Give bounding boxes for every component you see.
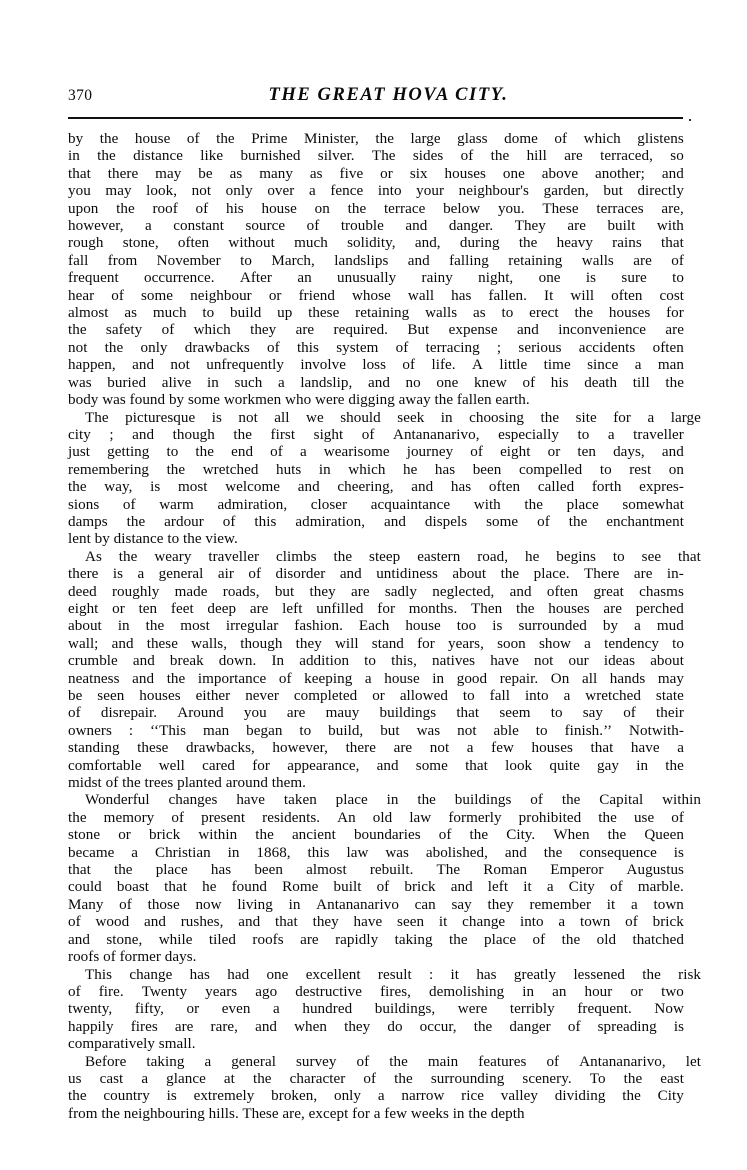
text-line: the way, is most welcome and cheering, and has often called forth expres-: [68, 479, 684, 496]
text-line: Before taking a general survey of the main features of Antananarivo, let: [85, 1053, 701, 1070]
text-line: upon the roof of his house on the terrace below you. These terraces are,: [68, 200, 684, 217]
text-line: owners : ‘‘This man began to build, but was not able to finish.’’ Notwith-: [68, 722, 684, 739]
text-line: deed roughly made roads, but they are sadly neglected, and often great chasms: [68, 583, 684, 600]
text-line: twenty, fifty, or even a hundred buildings, were terribly frequent. Now: [68, 1001, 684, 1018]
text-line: Many of those now living in Antananarivo can say they remember it a town: [68, 896, 684, 913]
text-line: of disrepair. Around you are mauy buildings that seem to say of their: [68, 705, 684, 722]
text-line: neatness and the importance of keeping a house in good repair. On all hands may: [68, 670, 684, 687]
body-text-column: [68, 131, 701, 1123]
text-line: rough stone, often without much solidity, and, during the heavy rains that: [68, 235, 684, 252]
text-line: sions of warm admiration, closer acquaintance with the place somewhat: [68, 496, 684, 513]
text-line: damps the ardour of this admiration, and dispels some of the enchantment: [68, 513, 684, 530]
text-line: you may look, not only over a fence into your neighbour's garden, but directly: [68, 183, 684, 200]
text-line: The picturesque is not all we should seek in choosing the site for a large: [85, 409, 701, 426]
text-line: could boast that he found Rome built of brick and left it a City of marble.: [68, 879, 684, 896]
text-line: Wonderful changes have taken place in the buildings of the Capital within: [85, 792, 701, 809]
text-line: midst of the trees planted around them.: [68, 775, 306, 792]
text-line: that the place has been almost rebuilt. The Roman Emperor Augustus: [68, 862, 684, 879]
text-line: body was found by some workmen who were digging away the fallen earth.: [68, 392, 530, 409]
text-line: city ; and though the first sight of Antananarivo, especially to a traveller: [68, 426, 684, 443]
text-line: hear of some neighbour or friend whose wall has fallen. It will often cost: [68, 287, 684, 304]
text-line: fall from November to March, landslips and falling retaining walls are of: [68, 252, 684, 269]
text-line: of fire. Twenty years ago destructive fires, demolishing in an hour or two: [68, 983, 684, 1000]
folio-number: 370: [68, 87, 93, 104]
text-line: lent by distance to the view.: [68, 531, 238, 548]
text-line: there is a general air of disorder and untidiness about the place. There are in-: [68, 566, 684, 583]
text-line: about in the most irregular fashion. Each house too is surrounded by a mud: [68, 618, 684, 635]
text-line: of wood and rushes, and that they have seen it change into a town of brick: [68, 914, 684, 931]
text-line: As the weary traveller climbs the steep eastern road, he begins to see that: [85, 548, 701, 565]
paragraph: [68, 966, 701, 1054]
text-line: just getting to the end of a wearisome journey of eight or ten days, and: [68, 444, 684, 461]
running-title: THE GREAT HOVA CITY.: [268, 85, 509, 105]
text-line: the country is extremely broken, only a narrow rice valley dividing the City: [68, 1088, 684, 1105]
text-line: and stone, while tiled roofs are rapidly taking the place of the old thatched: [68, 931, 684, 948]
text-line: comfortable well cared for appearance, and some that look quite gay in the: [68, 757, 684, 774]
paragraph: [68, 409, 701, 549]
text-line: was buried alive in such a landslip, and no one knew of his death till the: [68, 374, 684, 391]
text-line: the memory of present residents. An old law formerly prohibited the use of: [68, 809, 684, 826]
text-line: became a Christian in 1868, this law was abolished, and the consequence is: [68, 844, 684, 861]
text-line: happily fires are rare, and when they do occur, the danger of spreading is: [68, 1018, 684, 1035]
text-line: eight or ten feet deep are left unfilled for months. Then the houses are perched: [68, 600, 684, 617]
text-line: roofs of former days.: [68, 949, 197, 966]
paragraph: [68, 792, 701, 966]
text-line: crumble and break down. In addition to this, natives have not our ideas about: [68, 653, 684, 670]
text-line: however, a constant source of trouble and danger. They are built with: [68, 218, 684, 235]
text-line: standing these drawbacks, however, there are not a few houses that have a: [68, 740, 684, 757]
text-line: that there may be as many as five or six houses one above another; and: [68, 165, 684, 182]
text-line: remembering the wretched huts in which he has been compelled to rest on: [68, 461, 684, 478]
text-line: stone or brick within the ancient boundaries of the City. When the Queen: [68, 827, 684, 844]
header-rule-divider: [68, 117, 683, 119]
text-line: almost as much to build up these retaining walls as to erect the houses for: [68, 305, 684, 322]
text-line: us cast a glance at the character of the surrounding scenery. To the east: [68, 1070, 684, 1087]
paragraph: [68, 131, 684, 410]
text-line: be seen houses either never completed or allowed to fall into a wretched state: [68, 688, 684, 704]
text-line: happen, and not unfrequently involve loss of life. A little time since a man: [68, 357, 684, 374]
text-line: comparatively small.: [68, 1036, 196, 1053]
text-line: by the house of the Prime Minister, the large glass dome of which glistens: [68, 131, 684, 147]
text-line: from the neighbouring hills. These are, except for a few weeks in the depth: [68, 1105, 525, 1122]
text-line: not the only drawbacks of this system of terracing ; serious accidents often: [68, 339, 684, 356]
text-line: frequent occurrence. After an unusually rainy night, one is sure to: [68, 270, 684, 287]
text-line: in the distance like burnished silver. The sides of the hill are terraced, so: [68, 148, 684, 165]
text-line: wall; and these walls, though they will stand for years, soon show a tendency to: [68, 635, 684, 652]
page-header: [68, 85, 683, 111]
paragraph: [68, 1053, 701, 1124]
text-line: the safety of which they are required. But expense and inconvenience are: [68, 322, 684, 339]
text-line: This change has had one excellent result : it has greatly lessened the risk: [85, 966, 701, 983]
paragraph: [68, 548, 701, 793]
